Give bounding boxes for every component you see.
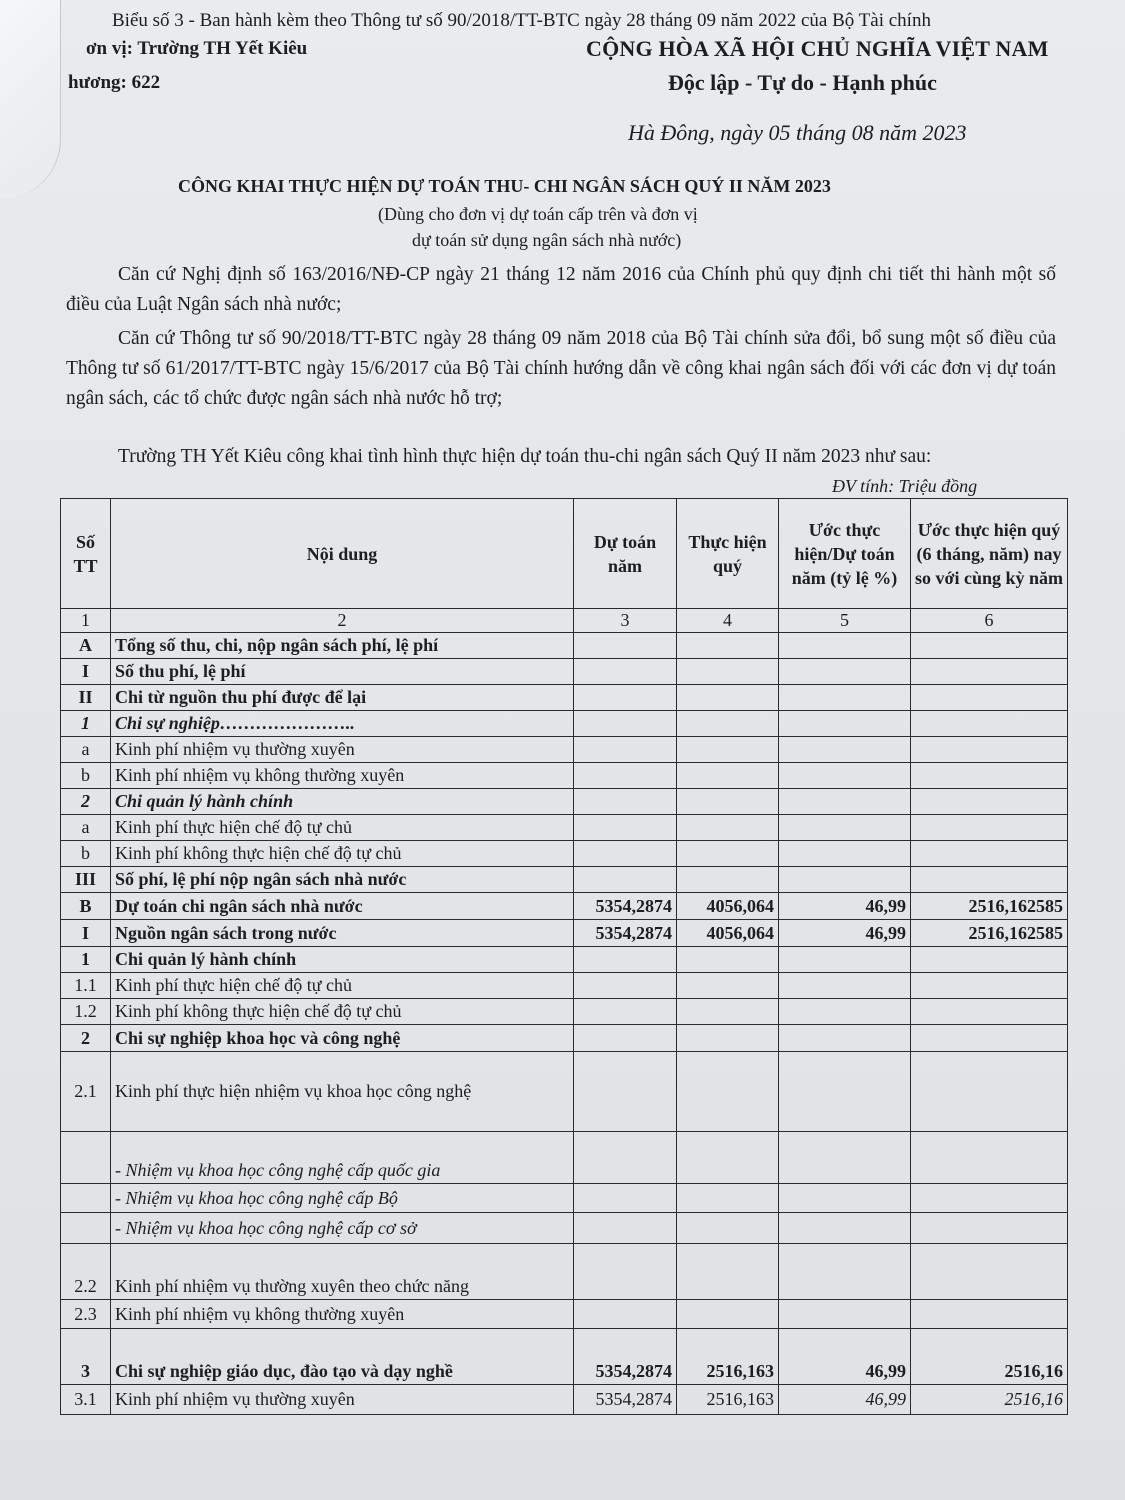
col-number: 3 bbox=[574, 609, 677, 633]
row-estimate bbox=[574, 1052, 677, 1132]
row-comparison bbox=[911, 659, 1068, 685]
row-actual bbox=[677, 973, 779, 999]
row-estimate bbox=[574, 1213, 677, 1244]
row-comparison bbox=[911, 999, 1068, 1025]
row-name: Kinh phí không thực hiện chế độ tự chủ bbox=[111, 999, 574, 1025]
row-ratio bbox=[779, 973, 911, 999]
row-actual bbox=[677, 685, 779, 711]
row-actual bbox=[677, 659, 779, 685]
row-name: Kinh phí không thực hiện chế độ tự chủ bbox=[111, 841, 574, 867]
row-actual: 2516,163 bbox=[677, 1385, 779, 1415]
row-estimate bbox=[574, 947, 677, 973]
header-quarter-actual: Thực hiện quý bbox=[677, 499, 779, 609]
row-actual: 4056,064 bbox=[677, 893, 779, 920]
table-row bbox=[61, 867, 1068, 893]
table-header-row bbox=[61, 499, 1068, 609]
table-row bbox=[61, 1385, 1068, 1415]
row-name: Dự toán chi ngân sách nhà nước bbox=[111, 893, 574, 920]
table-row bbox=[61, 920, 1068, 947]
row-actual: 2516,163 bbox=[677, 1329, 779, 1385]
row-comparison bbox=[911, 973, 1068, 999]
row-estimate bbox=[574, 1025, 677, 1052]
table-row bbox=[61, 763, 1068, 789]
row-stt: II bbox=[61, 685, 111, 711]
row-stt: B bbox=[61, 893, 111, 920]
row-comparison bbox=[911, 1213, 1068, 1244]
document-subtitle-line-1: (Dùng cho đơn vị dự toán cấp trên và đơn vị bbox=[378, 204, 698, 224]
row-comparison bbox=[911, 763, 1068, 789]
row-stt: I bbox=[61, 920, 111, 947]
col-number: 1 bbox=[61, 609, 111, 633]
row-stt: 1.2 bbox=[61, 999, 111, 1025]
row-estimate bbox=[574, 999, 677, 1025]
row-name: Chi quản lý hành chính bbox=[111, 947, 574, 973]
budget-table bbox=[60, 498, 1068, 1415]
row-estimate bbox=[574, 763, 677, 789]
document-title: CÔNG KHAI THỰC HIỆN DỰ TOÁN THU- CHI NGÂN SÁCH QUÝ II NĂM 2023 bbox=[178, 176, 831, 196]
row-estimate bbox=[574, 737, 677, 763]
col-number: 6 bbox=[911, 609, 1068, 633]
header-stt: Số TT bbox=[61, 499, 111, 609]
row-estimate bbox=[574, 973, 677, 999]
row-actual bbox=[677, 1025, 779, 1052]
row-ratio bbox=[779, 1025, 911, 1052]
row-name: Chi quản lý hành chính bbox=[111, 789, 574, 815]
row-stt: 1 bbox=[61, 711, 111, 737]
row-comparison bbox=[911, 711, 1068, 737]
row-ratio bbox=[779, 685, 911, 711]
row-estimate bbox=[574, 789, 677, 815]
row-stt: b bbox=[61, 841, 111, 867]
row-estimate bbox=[574, 1184, 677, 1213]
table-row bbox=[61, 711, 1068, 737]
row-stt: 2.2 bbox=[61, 1244, 111, 1300]
row-ratio bbox=[779, 867, 911, 893]
table-row bbox=[61, 1132, 1068, 1184]
row-comparison bbox=[911, 841, 1068, 867]
row-name: Chi sự nghiệp giáo dục, đào tạo và dạy nghề bbox=[111, 1329, 574, 1385]
chapter-code: hương: 622 bbox=[68, 72, 161, 93]
row-stt bbox=[61, 1184, 111, 1213]
row-ratio bbox=[779, 1213, 911, 1244]
row-actual bbox=[677, 1300, 779, 1329]
row-stt: 3 bbox=[61, 1329, 111, 1385]
row-comparison bbox=[911, 685, 1068, 711]
row-name: Kinh phí nhiệm vụ thường xuyên theo chức năng bbox=[111, 1244, 574, 1300]
row-name: Kinh phí thực hiện nhiệm vụ khoa học công nghệ bbox=[111, 1052, 574, 1132]
row-ratio: 46,99 bbox=[779, 893, 911, 920]
national-title: CỘNG HÒA XÃ HỘI CHỦ NGHĨA VIỆT NAM bbox=[586, 36, 1049, 61]
column-number-row bbox=[61, 609, 1068, 633]
row-actual bbox=[677, 1184, 779, 1213]
row-actual bbox=[677, 1244, 779, 1300]
row-actual bbox=[677, 711, 779, 737]
row-ratio: 46,99 bbox=[779, 1329, 911, 1385]
row-stt: 2.1 bbox=[61, 1052, 111, 1132]
row-ratio bbox=[779, 711, 911, 737]
row-comparison: 2516,162585 bbox=[911, 893, 1068, 920]
row-estimate bbox=[574, 815, 677, 841]
row-name: Số thu phí, lệ phí bbox=[111, 659, 574, 685]
row-stt bbox=[61, 1213, 111, 1244]
row-stt: 2 bbox=[61, 789, 111, 815]
table-row bbox=[61, 947, 1068, 973]
row-comparison bbox=[911, 1025, 1068, 1052]
intro-paragraph: Trường TH Yết Kiêu công khai tình hình thực hiện dự toán thu-chi ngân sách Quý II năm 2023 như sau: bbox=[118, 446, 932, 467]
row-name: Chi sự nghiệp………………….. bbox=[111, 711, 574, 737]
row-stt: b bbox=[61, 763, 111, 789]
row-name: Tổng số thu, chi, nộp ngân sách phí, lệ phí bbox=[111, 633, 574, 659]
row-ratio bbox=[779, 737, 911, 763]
row-estimate bbox=[574, 1244, 677, 1300]
header-annual-estimate: Dự toán năm bbox=[574, 499, 677, 609]
row-comparison bbox=[911, 1300, 1068, 1329]
form-reference: Biểu số 3 - Ban hành kèm theo Thông tư số 90/2018/TT-BTC ngày 28 tháng 09 năm 2022 của Bộ Tài chính bbox=[112, 10, 931, 31]
row-estimate bbox=[574, 659, 677, 685]
row-comparison: 2516,162585 bbox=[911, 920, 1068, 947]
row-name: - Nhiệm vụ khoa học công nghệ cấp Bộ bbox=[111, 1184, 574, 1213]
table-row bbox=[61, 633, 1068, 659]
header-year-comparison: Ước thực hiện quý (6 tháng, năm) nay so với cùng kỳ năm bbox=[911, 499, 1068, 609]
row-actual bbox=[677, 633, 779, 659]
row-ratio bbox=[779, 763, 911, 789]
row-ratio bbox=[779, 1244, 911, 1300]
row-ratio bbox=[779, 633, 911, 659]
header-ratio: Ước thực hiện/Dự toán năm (tỷ lệ %) bbox=[779, 499, 911, 609]
row-stt: 1.1 bbox=[61, 973, 111, 999]
row-ratio bbox=[779, 999, 911, 1025]
row-name: Chi sự nghiệp khoa học và công nghệ bbox=[111, 1025, 574, 1052]
table-row bbox=[61, 1184, 1068, 1213]
table-row bbox=[61, 1300, 1068, 1329]
table-row bbox=[61, 659, 1068, 685]
row-estimate bbox=[574, 633, 677, 659]
table-row bbox=[61, 1213, 1068, 1244]
row-actual bbox=[677, 1132, 779, 1184]
row-stt: a bbox=[61, 737, 111, 763]
row-comparison bbox=[911, 633, 1068, 659]
row-stt: 1 bbox=[61, 947, 111, 973]
row-name: Kinh phí nhiệm vụ không thường xuyên bbox=[111, 1300, 574, 1329]
table-row bbox=[61, 1244, 1068, 1300]
header-content: Nội dung bbox=[111, 499, 574, 609]
row-stt: I bbox=[61, 659, 111, 685]
table-row bbox=[61, 685, 1068, 711]
row-ratio: 46,99 bbox=[779, 1385, 911, 1415]
row-ratio bbox=[779, 947, 911, 973]
legal-basis-paragraph-2: Căn cứ Thông tư số 90/2018/TT-BTC ngày 28 tháng 09 năm 2018 của Bộ Tài chính sửa đổi, bổ sung một số điều của Thông tư số 61/2017/TT-BTC ngày 15/6/2017 của Bộ Tài chính hướng dẫn về công khai ngân sách đối với các đơn vị dự toán ngân sách, các tổ chức được ngân sách nhà nước hỗ trợ; bbox=[66, 328, 1056, 409]
table-row bbox=[61, 737, 1068, 763]
row-estimate: 5354,2874 bbox=[574, 920, 677, 947]
row-ratio: 46,99 bbox=[779, 920, 911, 947]
row-name: Nguồn ngân sách trong nước bbox=[111, 920, 574, 947]
row-name: Kinh phí nhiệm vụ không thường xuyên bbox=[111, 763, 574, 789]
row-actual bbox=[677, 1213, 779, 1244]
row-stt: 2.3 bbox=[61, 1300, 111, 1329]
row-comparison bbox=[911, 737, 1068, 763]
row-stt: 3.1 bbox=[61, 1385, 111, 1415]
row-comparison bbox=[911, 1244, 1068, 1300]
col-number: 5 bbox=[779, 609, 911, 633]
row-name: Số phí, lệ phí nộp ngân sách nhà nước bbox=[111, 867, 574, 893]
row-actual bbox=[677, 763, 779, 789]
table-row bbox=[61, 1052, 1068, 1132]
row-actual: 4056,064 bbox=[677, 920, 779, 947]
row-estimate bbox=[574, 711, 677, 737]
row-name: Kinh phí nhiệm vụ thường xuyên bbox=[111, 737, 574, 763]
row-estimate bbox=[574, 1300, 677, 1329]
row-actual bbox=[677, 789, 779, 815]
table-row bbox=[61, 999, 1068, 1025]
row-actual bbox=[677, 947, 779, 973]
table-row bbox=[61, 973, 1068, 999]
col-number: 2 bbox=[111, 609, 574, 633]
row-estimate: 5354,2874 bbox=[574, 1329, 677, 1385]
document-subtitle-line-2: dự toán sử dụng ngân sách nhà nước) bbox=[412, 230, 682, 250]
row-actual bbox=[677, 815, 779, 841]
document-date: Hà Đông, ngày 05 tháng 08 năm 2023 bbox=[628, 120, 967, 145]
row-name: Kinh phí thực hiện chế độ tự chủ bbox=[111, 973, 574, 999]
unit-label: ĐV tính: Triệu đồng bbox=[832, 476, 978, 496]
row-ratio bbox=[779, 841, 911, 867]
unit-name: ơn vị: Trường TH Yết Kiêu bbox=[86, 38, 308, 59]
row-stt: 2 bbox=[61, 1025, 111, 1052]
row-actual bbox=[677, 737, 779, 763]
row-estimate bbox=[574, 867, 677, 893]
row-comparison bbox=[911, 867, 1068, 893]
row-ratio bbox=[779, 659, 911, 685]
row-comparison: 2516,16 bbox=[911, 1329, 1068, 1385]
row-comparison bbox=[911, 1132, 1068, 1184]
row-name: - Nhiệm vụ khoa học công nghệ cấp quốc gia bbox=[111, 1132, 574, 1184]
row-name: - Nhiệm vụ khoa học công nghệ cấp cơ sở bbox=[111, 1213, 574, 1244]
table-row bbox=[61, 789, 1068, 815]
row-ratio bbox=[779, 1132, 911, 1184]
row-estimate bbox=[574, 1132, 677, 1184]
row-stt: III bbox=[61, 867, 111, 893]
table-row bbox=[61, 841, 1068, 867]
row-ratio bbox=[779, 1052, 911, 1132]
row-actual bbox=[677, 1052, 779, 1132]
row-name: Kinh phí nhiệm vụ thường xuyên bbox=[111, 1385, 574, 1415]
row-estimate: 5354,2874 bbox=[574, 893, 677, 920]
row-ratio bbox=[779, 1300, 911, 1329]
row-ratio bbox=[779, 815, 911, 841]
row-stt: A bbox=[61, 633, 111, 659]
row-comparison bbox=[911, 815, 1068, 841]
table-row bbox=[61, 1329, 1068, 1385]
row-stt bbox=[61, 1132, 111, 1184]
legal-basis-paragraph-1: Căn cứ Nghị định số 163/2016/NĐ-CP ngày 21 tháng 12 năm 2016 của Chính phủ quy định chi tiết thi hành một số điều của Luật Ngân sách nhà nước; bbox=[66, 264, 1056, 315]
row-comparison bbox=[911, 1184, 1068, 1213]
national-motto: Độc lập - Tự do - Hạnh phúc bbox=[668, 70, 937, 95]
table-row bbox=[61, 893, 1068, 920]
row-estimate: 5354,2874 bbox=[574, 1385, 677, 1415]
table-row bbox=[61, 815, 1068, 841]
row-estimate bbox=[574, 841, 677, 867]
row-stt: a bbox=[61, 815, 111, 841]
curled-page-edge bbox=[0, 0, 61, 200]
row-comparison bbox=[911, 789, 1068, 815]
row-actual bbox=[677, 867, 779, 893]
row-name: Chi từ nguồn thu phí được để lại bbox=[111, 685, 574, 711]
row-ratio bbox=[779, 789, 911, 815]
row-estimate bbox=[574, 685, 677, 711]
row-ratio bbox=[779, 1184, 911, 1213]
row-comparison: 2516,16 bbox=[911, 1385, 1068, 1415]
row-actual bbox=[677, 841, 779, 867]
row-name: Kinh phí thực hiện chế độ tự chủ bbox=[111, 815, 574, 841]
table-row bbox=[61, 1025, 1068, 1052]
row-comparison bbox=[911, 947, 1068, 973]
col-number: 4 bbox=[677, 609, 779, 633]
row-comparison bbox=[911, 1052, 1068, 1132]
row-actual bbox=[677, 999, 779, 1025]
